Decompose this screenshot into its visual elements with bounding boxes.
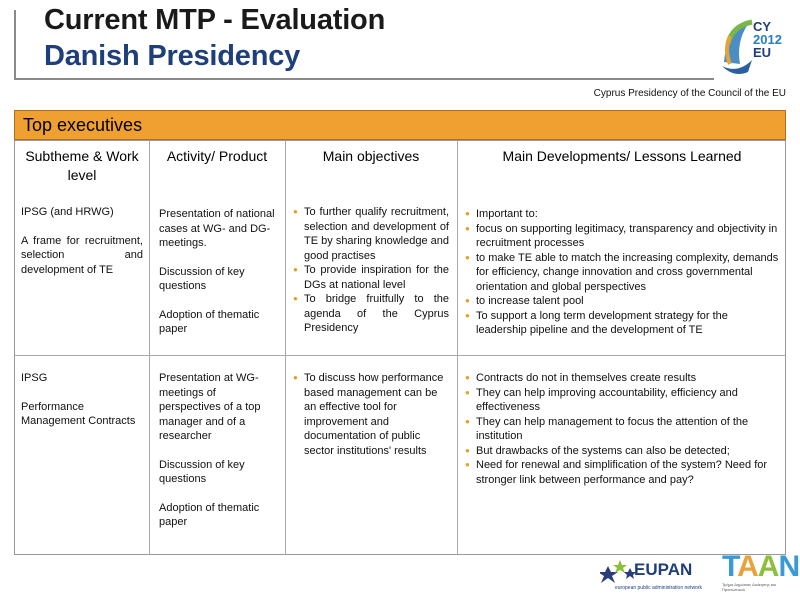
table-row-2-objectives: ● To discuss how performance based management can be an effective tool for improvement and documentation of public sector institutions' results bbox=[293, 371, 449, 458]
table-row-2-activity: Presentation at WG-meetings of perspectives of a top manager and of a researcher Discussion of key questions Adoption of thematic paper bbox=[159, 372, 261, 528]
column-header-objectives: Main objectives bbox=[322, 148, 420, 164]
title-frame-vertical bbox=[14, 10, 16, 80]
column-header-activity: Activity/ Product bbox=[166, 148, 268, 164]
title-underline bbox=[14, 78, 714, 80]
page-subtitle: Danish Presidency bbox=[44, 40, 301, 72]
table-row-1-developments: ● Important to: ● focus on supporting legitimacy, transparency and objectivity in recruitment processes ● to make TE able to match the increasing complexity, demands for efficiency, change innovation and cross governmental orientation and global perspectives ● to increase talent pool ● To support a long term development strategy for the leadership pipeline and the development of TE bbox=[465, 207, 781, 338]
column-header-developments: Main Developments/ Lessons Learned bbox=[502, 148, 742, 164]
presidency-caption: Cyprus Presidency of the Council of the EU bbox=[593, 88, 786, 99]
evaluation-table bbox=[14, 140, 786, 555]
page-title: Current MTP - Evaluation bbox=[44, 4, 386, 36]
column-header-subtheme: Subtheme & Work level bbox=[25, 148, 139, 183]
section-band-label: Top executives bbox=[23, 115, 143, 135]
table-row-2-subtheme: IPSG Performance Management Contracts bbox=[21, 372, 136, 427]
eupan-logo-caption: european public administration network bbox=[615, 585, 702, 591]
taan-logo-caption: Τμήμα Δημόσιας Διοίκησης και Προσωπικού bbox=[722, 582, 776, 592]
table-row-1-objectives: ● To further qualify recruitment, selection and development of TE by sharing knowledge and good practises ● To provide inspiration for the DGs at national level ● To bridge fruitfully to the agenda of the Cyprus Presidency bbox=[293, 205, 449, 336]
column-divider bbox=[457, 141, 458, 554]
cy2012-logo-text: CY 2012 EU bbox=[753, 19, 782, 60]
column-divider bbox=[149, 141, 150, 554]
table-row-1-subtheme: IPSG (and HRWG) A frame for recruitment, selection and development of TE bbox=[21, 206, 143, 276]
taan-logo: TAAN bbox=[722, 550, 800, 583]
table-row-1-activity: Presentation of national cases at WG- and DG-meetings. Discussion of key questions Adoption of thematic paper bbox=[159, 208, 275, 335]
row-divider bbox=[15, 355, 785, 356]
table-row-2-developments: ● Contracts do not in themselves create results ● They can help improving accountability, efficiency and effectiveness ● They can help management to focus the attention of the institution ● But drawbacks of the systems can also be detected; ● Need for renewal and simplification of the system? Need for stronger link between performance and pay? bbox=[465, 371, 781, 487]
column-divider bbox=[285, 141, 286, 554]
section-band bbox=[14, 110, 786, 140]
eupan-logo-text: EUPAN bbox=[634, 560, 693, 579]
